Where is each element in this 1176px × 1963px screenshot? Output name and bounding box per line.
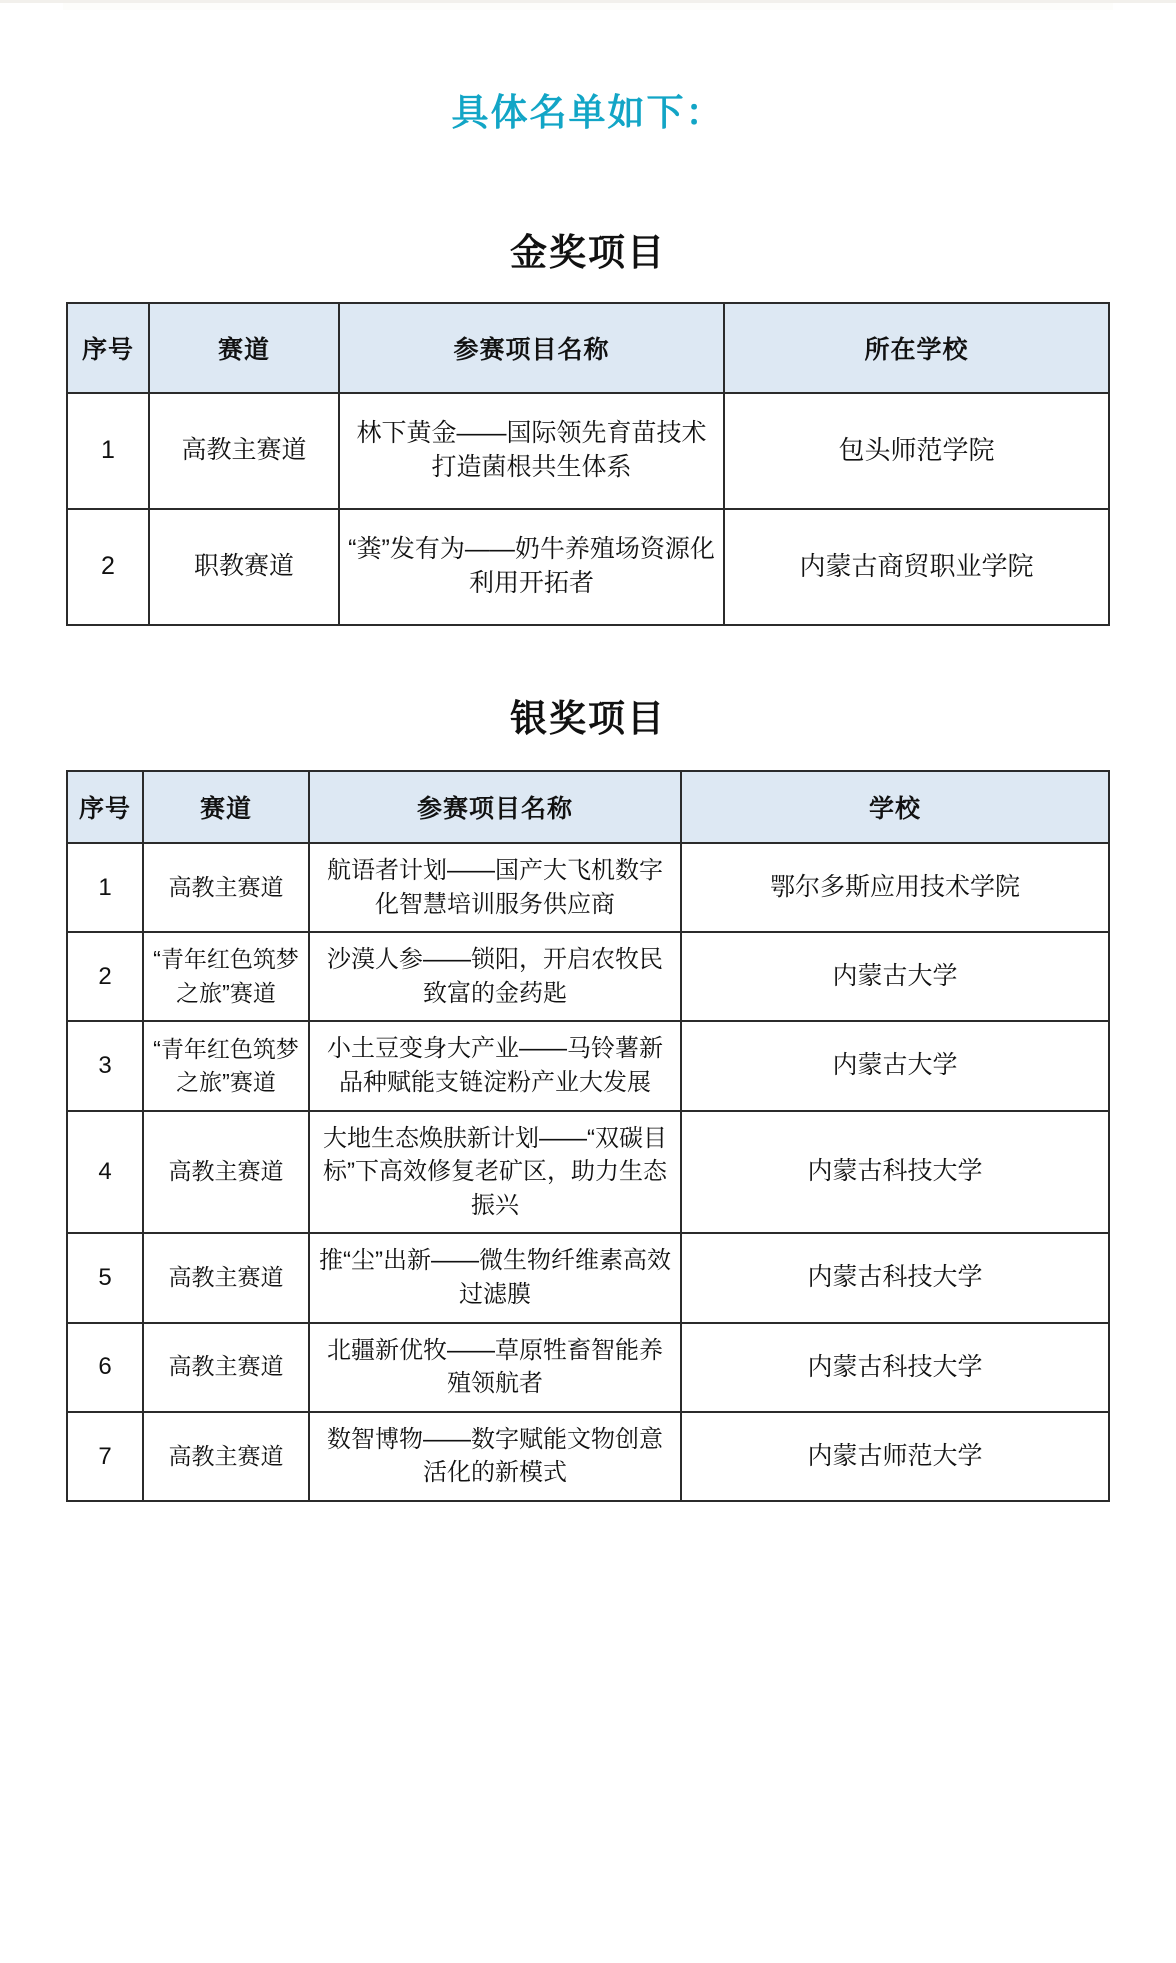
cell-index: 5	[67, 1233, 143, 1322]
cell-index: 1	[67, 843, 143, 932]
cell-school: 鄂尔多斯应用技术学院	[681, 843, 1109, 932]
table-header-row	[67, 303, 1109, 393]
cell-index: 6	[67, 1323, 143, 1412]
cell-track: “青年红色筑梦之旅”赛道	[143, 932, 309, 1021]
column-header-project: 参赛项目名称	[339, 303, 724, 393]
table-row	[67, 1233, 1109, 1322]
cell-index: 3	[67, 1021, 143, 1110]
table-row	[67, 1323, 1109, 1412]
cell-project: 沙漠人参——锁阳，开启农牧民致富的金药匙	[309, 932, 681, 1021]
cell-track: 高教主赛道	[143, 1412, 309, 1501]
table-row	[67, 509, 1109, 625]
cell-index: 4	[67, 1111, 143, 1234]
cell-track: 高教主赛道	[149, 393, 339, 509]
section-title-gold: 金奖项目	[510, 232, 666, 273]
cell-project: 林下黄金——国际领先育苗技术 打造菌根共生体系	[339, 393, 724, 509]
cell-track: 高教主赛道	[143, 1233, 309, 1322]
cell-track: 高教主赛道	[143, 1323, 309, 1412]
cell-school: 内蒙古商贸职业学院	[724, 509, 1109, 625]
cell-school: 内蒙古科技大学	[681, 1323, 1109, 1412]
column-header-school: 所在学校	[724, 303, 1109, 393]
cell-project: “粪”发有为——奶牛养殖场资源化利用开拓者	[339, 509, 724, 625]
table-row	[67, 1412, 1109, 1501]
cell-project: 小土豆变身大产业——马铃薯新品种赋能支链淀粉产业大发展	[309, 1021, 681, 1110]
cell-school: 内蒙古大学	[681, 1021, 1109, 1110]
table-row	[67, 1021, 1109, 1110]
column-header-project: 参赛项目名称	[309, 771, 681, 843]
silver-award-table	[66, 770, 1110, 1502]
cell-index: 2	[67, 509, 149, 625]
table-row	[67, 1111, 1109, 1234]
table-header-row	[67, 771, 1109, 843]
table-row	[67, 393, 1109, 509]
cell-project: 大地生态焕肤新计划——“双碳目标”下高效修复老矿区，助力生态振兴	[309, 1111, 681, 1234]
cell-index: 1	[67, 393, 149, 509]
column-header-track: 赛道	[143, 771, 309, 843]
cell-school: 内蒙古师范大学	[681, 1412, 1109, 1501]
cell-school: 内蒙古大学	[681, 932, 1109, 1021]
cell-track: 高教主赛道	[143, 843, 309, 932]
cell-project: 数智博物——数字赋能文物创意活化的新模式	[309, 1412, 681, 1501]
column-header-track: 赛道	[149, 303, 339, 393]
cell-track: 职教赛道	[149, 509, 339, 625]
cell-index: 2	[67, 932, 143, 1021]
column-header-index: 序号	[67, 771, 143, 843]
cell-school: 内蒙古科技大学	[681, 1233, 1109, 1322]
cell-school: 包头师范学院	[724, 393, 1109, 509]
table-row	[67, 932, 1109, 1021]
page-top-strip-inner	[63, 3, 1113, 10]
cell-project: 北疆新优牧——草原牲畜智能养殖领航者	[309, 1323, 681, 1412]
cell-track: 高教主赛道	[143, 1111, 309, 1234]
column-header-index: 序号	[67, 303, 149, 393]
gold-award-table	[66, 302, 1110, 626]
section-title-silver: 银奖项目	[510, 698, 666, 739]
page-top-strip	[0, 0, 1176, 10]
cell-track: “青年红色筑梦之旅”赛道	[143, 1021, 309, 1110]
cell-project: 推“尘”出新——微生物纤维素高效过滤膜	[309, 1233, 681, 1322]
cell-project: 航语者计划——国产大飞机数字化智慧培训服务供应商	[309, 843, 681, 932]
cell-index: 7	[67, 1412, 143, 1501]
column-header-school: 学校	[681, 771, 1109, 843]
table-row	[67, 843, 1109, 932]
page-title: 具体名单如下：	[451, 92, 725, 133]
cell-school: 内蒙古科技大学	[681, 1111, 1109, 1234]
